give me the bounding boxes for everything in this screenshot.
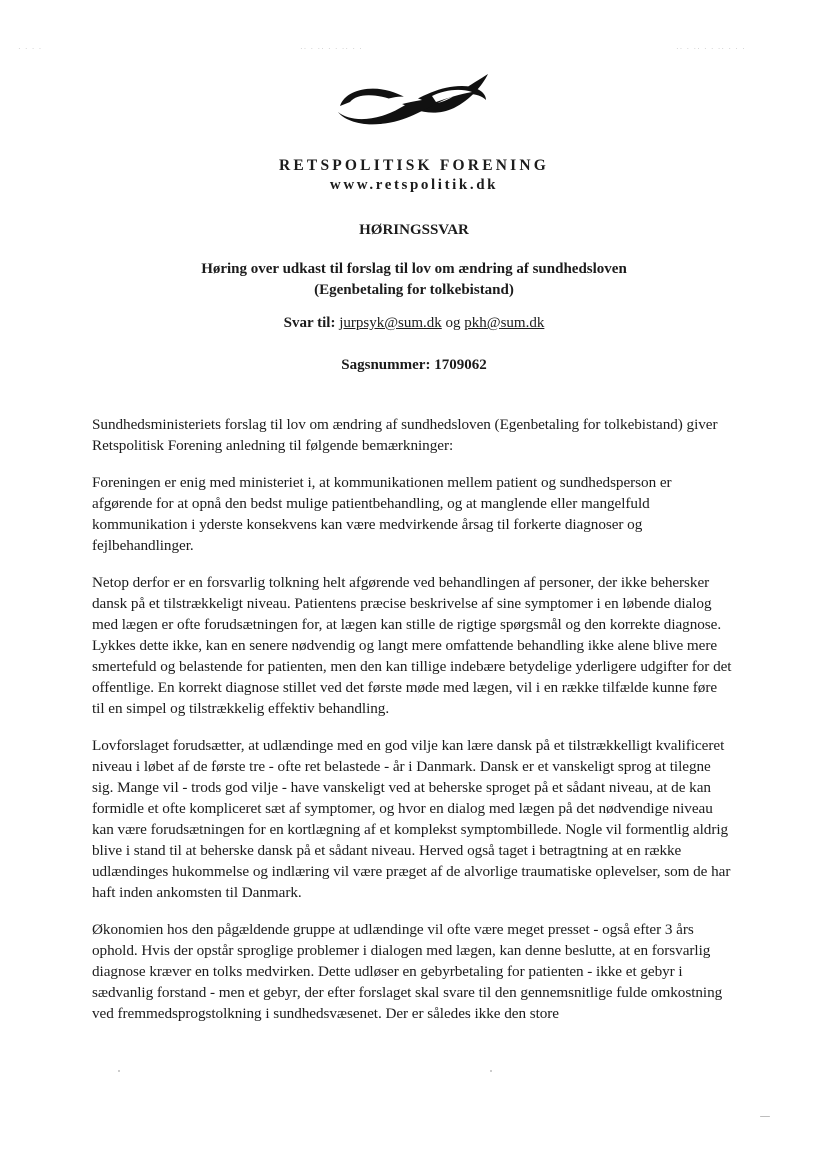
- scan-artifact: · · · ·: [18, 44, 43, 53]
- case-number: 1709062: [434, 357, 487, 373]
- body-paragraph: Økonomien hos den pågældende gruppe at udlændinge vil ofte være meget presset - også efter 3 års ophold. Hvis der opstår sproglige problemer i dialogen med lægen, kan denne beslutte, at en forsvarlig diagnose kræver en tolks medvirken. Dette udløser en gebyrbetaling for patienten - ikke et gebyr i sædvanlig forstand - men et gebyr, der efter forslaget skal svare til den gennemsnitlige fulde omkostning ved fremmedsprogstolkning i sundhedsvæsenet. Der er således ikke den store: [92, 921, 723, 1022]
- case-number-label: Sagsnummer:: [341, 357, 431, 373]
- reply-email-link[interactable]: pkh@sum.dk: [464, 315, 545, 331]
- body-paragraph: Foreningen er enig med ministeriet i, at kommunikationen mellem patient og sundhedsperson er afgørende for at opnå den bedst mulige patientbehandling, og at manglende eller mangelfuld kommunikation i yderste konsekvens kan være medvirkende årsag til forkerte diagnoser og fejlbehandlinger.: [92, 474, 672, 554]
- document-body: [92, 414, 732, 1040]
- scan-speck: [490, 1070, 492, 1072]
- scan-speck: [118, 1070, 120, 1072]
- body-paragraph: Lovforslaget forudsætter, at udlændinge med en god vilje kan lære dansk på et tilstrækkelligt kvalificeret niveau i løbet af de første tre - ofte ret belastede - år i Danmark. Dansk er et vanskeligt sprog at tilegne sig. Mange vil - trods god vilje - have vanskeligt ved at beherske sproget på et sådant niveau, at de kan formidle et ofte kompliceret sæt af symptomer, og hvor en dialog med lægen på det nødvendige niveau kan være forudsætningen for en kortlægning af et komplekst symptombillede. Nogle vil formentlig aldrig blive i stand til at beherske dansk på et sådant niveau. Herved også taget i betragtning at en række udlændinges hukommelse og indlæring vil være præget af de alvorlige traumatiske oplevelser, som de har haft inden ankomsten til Danmark.: [92, 737, 731, 901]
- case-number-line: [0, 357, 828, 374]
- reply-label: Svar til:: [283, 315, 336, 331]
- organization-name: RETSPOLITISK FORENING: [278, 157, 550, 174]
- subject-line: (Egenbetaling for tolkebistand): [314, 282, 514, 298]
- scan-speck: [760, 1116, 770, 1117]
- reply-to-line: [0, 315, 828, 332]
- document-title: HØRINGSSVAR: [359, 222, 469, 238]
- subject-line: Høring over udkast til forslag til lov om ændring af sundhedsloven: [201, 261, 627, 277]
- reply-email-link[interactable]: jurpsyk@sum.dk: [339, 315, 442, 331]
- organization-url: www.retspolitik.dk: [329, 177, 499, 193]
- scan-artifact: ·· · ·· · · ·· · · ·: [676, 44, 746, 53]
- reply-conjunction: og: [445, 315, 461, 331]
- body-paragraph: Netop derfor er en forsvarlig tolkning helt afgørende ved behandlingen af personer, der ikke behersker dansk på et tilstrækkeligt niveau. Patientens præcise beskrivelse af sine symptomer i en løbende dialog med lægen er ofte forudsætningen for, at lægen kan stille de rigtige spørgsmål og den korrekte diagnose. Lykkes dette ikke, kan en senere nødvendig og langt mere omfattende behandling ikke alene blive mere smertefuld og belastende for patienten, men den kan tillige indebære betydelige yderligere udgifter for det offentlige. En korrekt diagnose stillet ved det første møde med lægen, vil i en række tilfælde kunne føre til en simpel og tilstrækkelig effektiv behandling.: [92, 574, 732, 717]
- scan-artifact: ·· · ·· · · ·· · ·: [300, 44, 363, 53]
- infinity-swoosh-logo: [336, 66, 490, 126]
- body-paragraph: Sundhedsministeriets forslag til lov om ændring af sundhedsloven (Egenbetaling for tolkebistand) giver Retspolitisk Forening anledning til følgende bemærkninger:: [92, 416, 718, 454]
- subject-heading: [0, 259, 828, 301]
